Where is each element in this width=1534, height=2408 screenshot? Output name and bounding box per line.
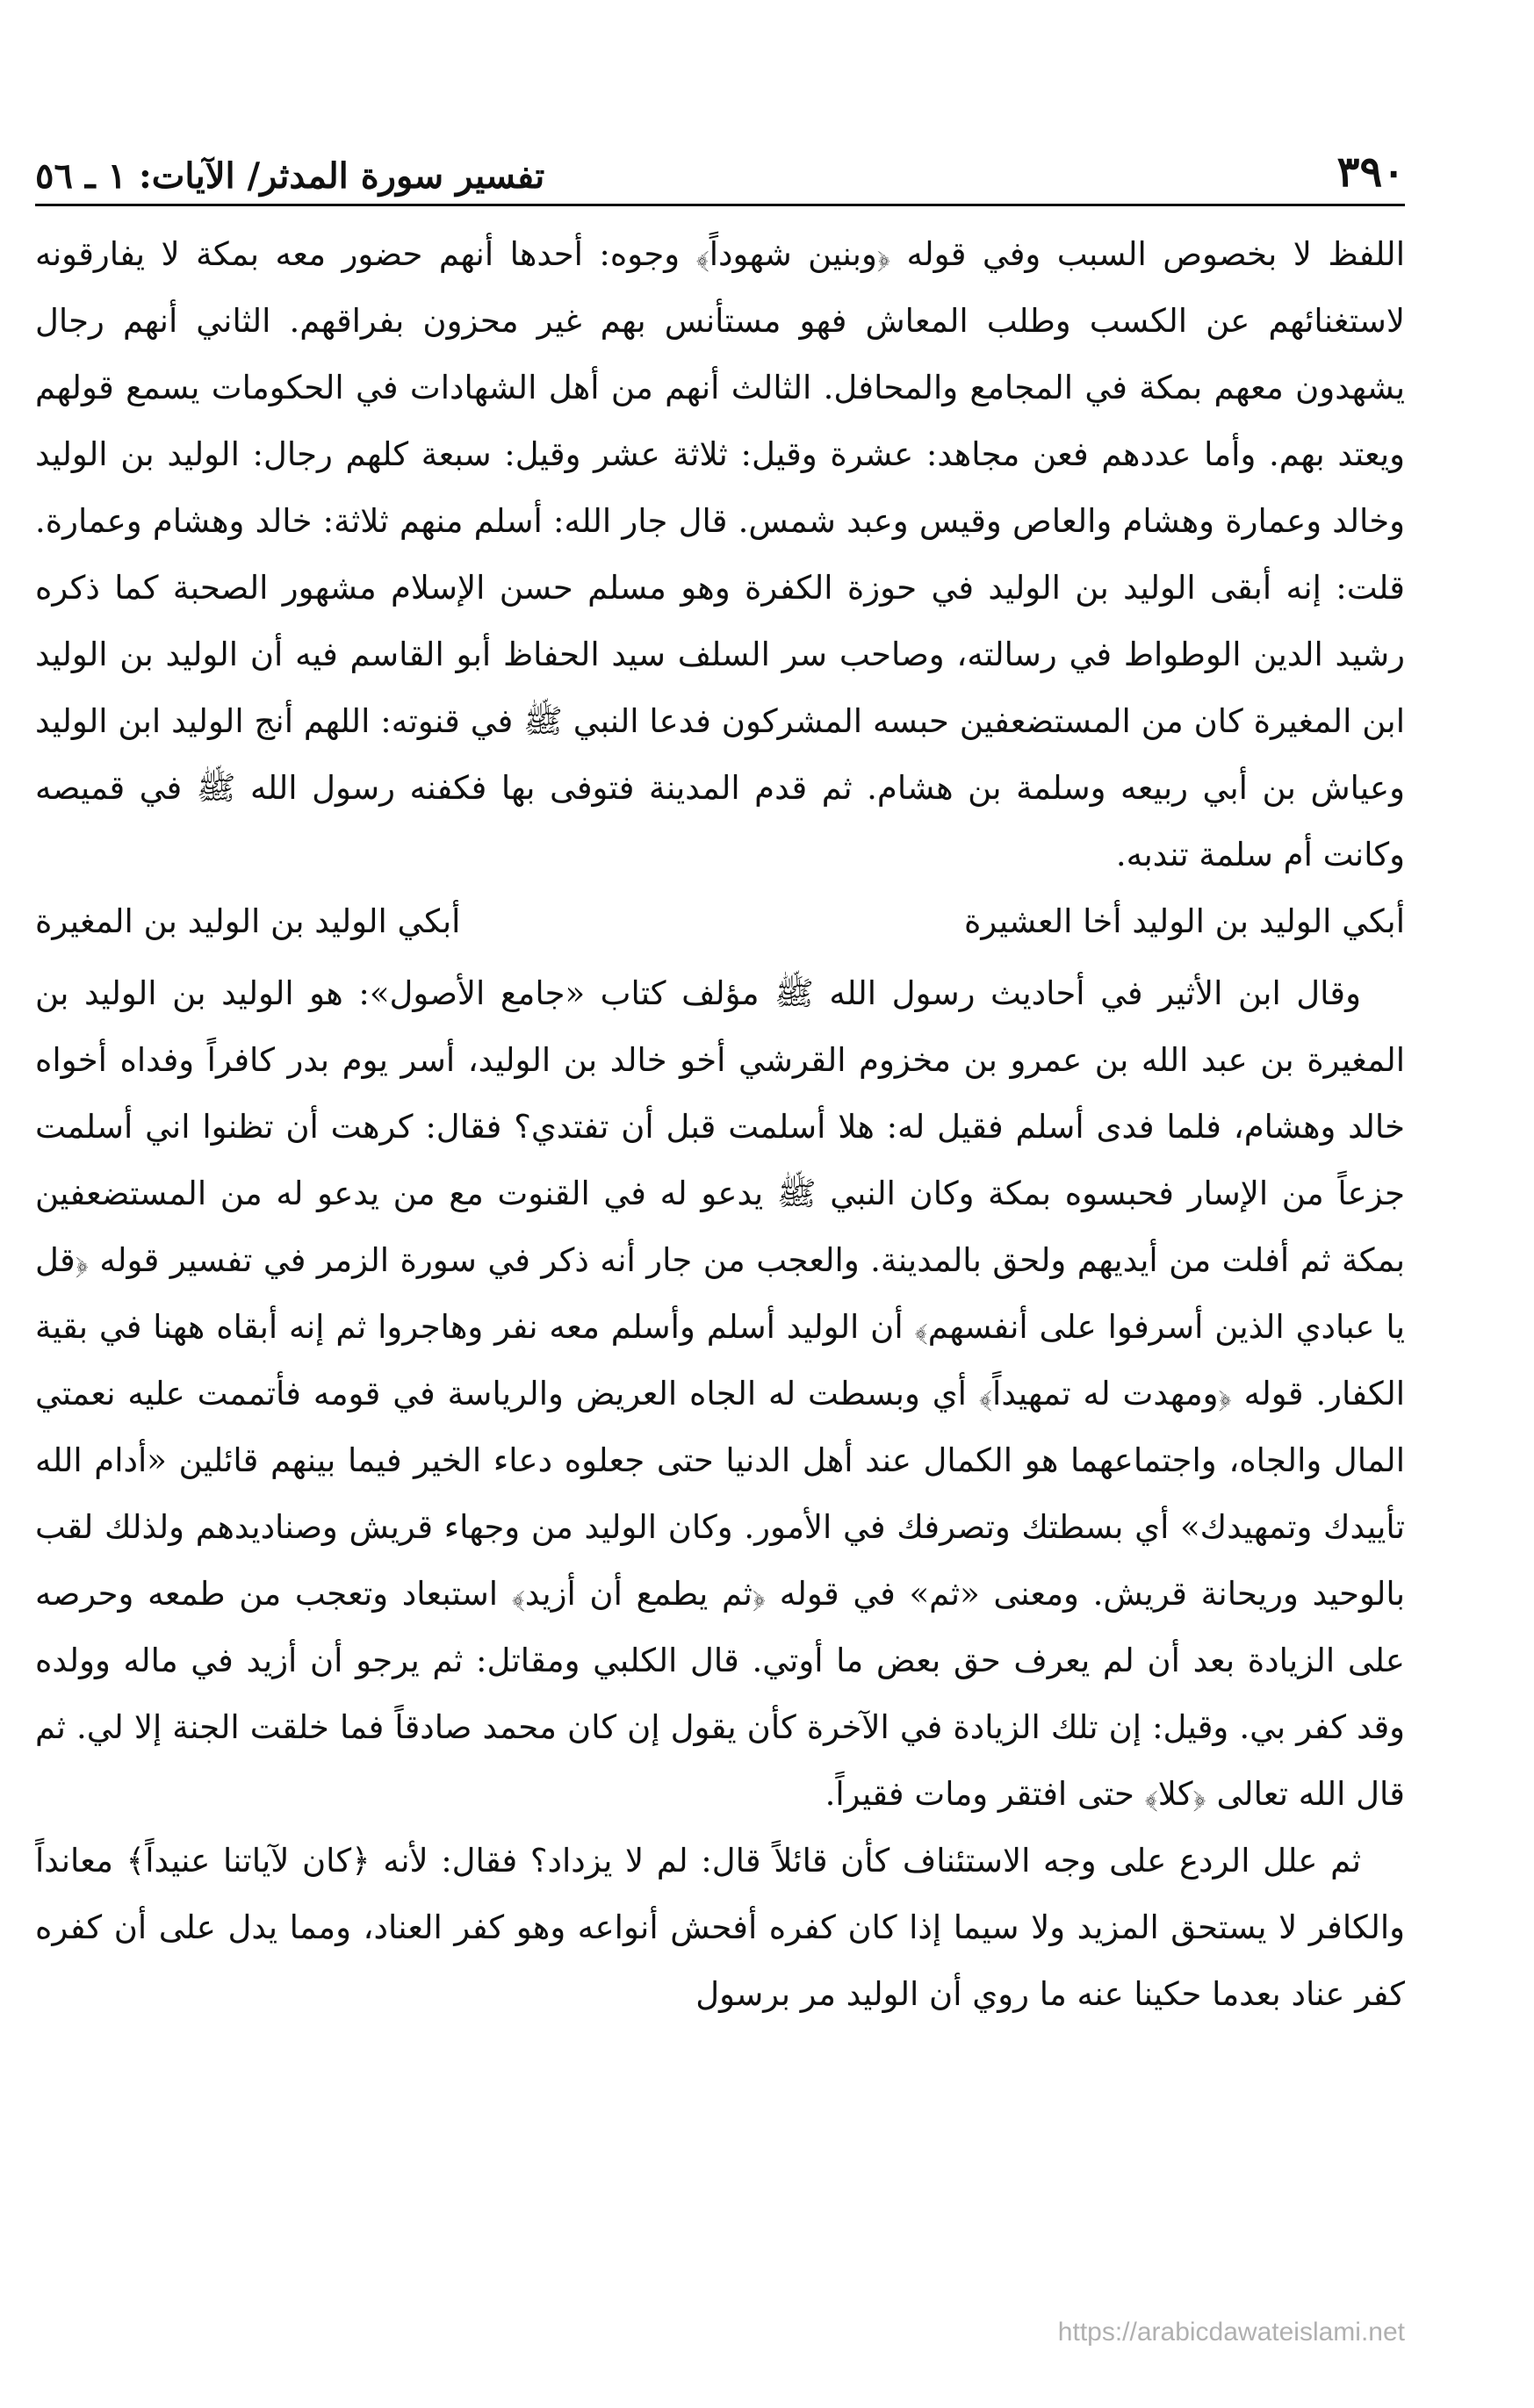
poem-hemistich-first: أبكي الوليد بن الوليد أخا العشيرة (964, 902, 1405, 940)
watermark-url: https://arabicdawateislami.net (1057, 2318, 1405, 2347)
paragraph-2: وقال ابن الأثير في أحاديث رسول الله ﷺ مؤلف كتاب «جامع الأصول»: هو الوليد بن الوليد بن المغيرة بن عبد الله بن عمرو بن مخزوم القرشي أخو خالد بن الوليد، أسر يوم بدر كافراً وفداه أخواه خالد وهشام، فلما فدى أسلم فقيل له: هلا أسلمت قبل أن تفتدي؟ فقال: كرهت أن تظنوا اني أسلمت جزعاً من الإسار فحبسوه بمكة وكان النبي ﷺ يدعو له في القنوت مع من يدعو له من المستضعفين بمكة ثم أفلت من أيديهم ولحق بالمدينة. والعجب من جار أنه ذكر في سورة الزمر في تفسير قوله ﴿قل يا عبادي الذين أسرفوا على أنفسهم﴾ أن الوليد أسلم وأسلم معه نفر وهاجروا ثم إنه أبقاه ههنا في بقية الكفار. قوله ﴿ومهدت له تمهيداً﴾ أي وبسطت له الجاه العريض والرياسة في قومه فأتممت عليه نعمتي المال والجاه، واجتماعهما هو الكمال عند أهل الدنيا حتى جعلوه دعاء الخير فيما بينهم قائلين «أدام الله تأييدك وتمهيدك» أي بسطتك وتصرفك في الأمور. وكان الوليد من وجهاء قريش وصناديدهم ولذلك لقب بالوحيد وريحانة قريش. ومعنى «ثم» في قوله ﴿ثم يطمع أن أزيد﴾ استبعاد وتعجب من طمعه وحرصه على الزيادة بعد أن لم يعرف حق بعض ما أوتي. قال الكلبي ومقاتل: ثم يرجو أن أزيد في ماله وولده وقد كفر بي. وقيل: إن تلك الزيادة في الآخرة كأن يقول إن كان محمد صادقاً فما خلقت الجنة إلا لي. ثم قال الله تعالى ﴿كلا﴾ حتى افتقر ومات فقيراً. (35, 974, 1405, 1813)
body-text (35, 221, 1405, 2346)
page-header (35, 140, 1405, 197)
paragraph-3: ثم علل الردع على وجه الاستئناف كأن قائلاً قال: لم لا يزداد؟ فقال: لأنه ﴿كان لآياتنا عنيداً﴾ معانداً والكافر لا يستحق المزيد ولا سيما إذا كان كفره أفحش أنواعه وهو كفر العناد، ومما يدل على أن كفره كفر عناد بعدما حكينا عنه ما روي أن الوليد مر برسول (35, 1842, 1405, 2013)
page-number: ٣٩٠ (1336, 147, 1405, 197)
running-title: تفسير سورة المدثر/ الآيات: ١ ـ ٥٦ (35, 155, 545, 197)
paragraph-1: اللفظ لا بخصوص السبب وفي قوله ﴿وبنين شهوداً﴾ وجوه: أحدها أنهم حضور معه بمكة لا يفارقونه لاستغنائهم عن الكسب وطلب المعاش فهو مستأنس بهم غير محزون بفراقهم. الثاني أنهم رجال يشهدون معهم بمكة في المجامع والمحافل. الثالث أنهم من أهل الشهادات في الحكومات يسمع قولهم ويعتد بهم. وأما عددهم فعن مجاهد: عشرة وقيل: ثلاثة عشر وقيل: سبعة كلهم رجال: الوليد بن الوليد وخالد وعمارة وهشام والعاص وقيس وعبد شمس. قال جار الله: أسلم منهم ثلاثة: خالد وهشام وعمارة. قلت: إنه أبقى الوليد بن الوليد في حوزة الكفرة وهو مسلم حسن الإسلام مشهور الصحبة كما ذكره رشيد الدين الوطواط في رسالته، وصاحب سر السلف سيد الحفاظ أبو القاسم فيه أن الوليد بن الوليد ابن المغيرة كان من المستضعفين حبسه المشركون فدعا النبي ﷺ في قنوته: اللهم أنج الوليد ابن الوليد وعياش بن أبي ربيعه وسلمة بن هشام. ثم قدم المدينة فتوفى بها فكفنه رسول الله ﷺ في قميصه وكانت أم سلمة تندبه. (35, 235, 1405, 873)
poem-verse (35, 888, 1405, 960)
header-divider (35, 204, 1405, 206)
poem-hemistich-second: أبكي الوليد بن الوليد بن المغيرة (35, 902, 461, 940)
